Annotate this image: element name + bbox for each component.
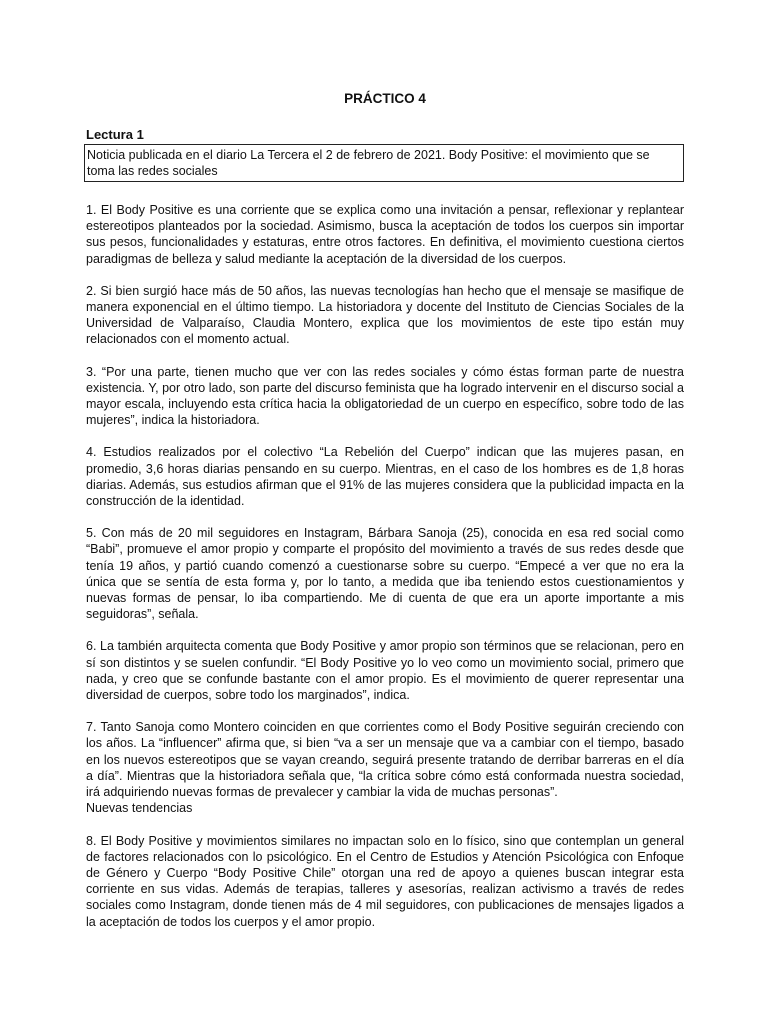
paragraph-8: 8. El Body Positive y movimientos similares no impactan solo en lo físico, sino que contemplan un general de factores relacionados con lo psicológico. En el Centro de Estudios y Atención Psicológica con Enfoque de Género y Cuerpo “Body Positive Chile” otorgan una red de apoyo a quienes buscan integrar esta corriente en sus vidas. Además de terapias, talleres y asesorías, realizan activismo a través de redes sociales como Instagram, donde tienen más de 4 mil seguidores, con publicaciones de mensajes ligados a la aceptación de todos los cuerpos y el amor propio. bbox=[86, 833, 684, 929]
source-note-box: Noticia publicada en el diario La Tercera el 2 de febrero de 2021. Body Positive: el movimiento que se toma las redes sociales bbox=[84, 144, 684, 182]
paragraph-1: 1. El Body Positive es una corriente que se explica como una invitación a pensar, reflexionar y replantear estereotipos planteados por la sociedad. Asimismo, busca la aceptación de todos los cuerpos sin importar sus pesos, funcionalidades y estaturas, entre otros factores. En definitiva, el movimiento cuestiona ciertos paradigmas de belleza y salud mediante la aceptación de la diversidad de los cuerpos. bbox=[86, 203, 684, 266]
paragraph-7: 7. Tanto Sanoja como Montero coinciden en que corrientes como el Body Positive seguirán creciendo con los años. La “influencer” afirma que, si bien “va a ser un mensaje que va a cambiar con el tiempo, basado en los nuevos estereotipos que se vayan creando, seguirá presente tratando de derribar barreras en el día a día”. Mientras que la historiadora señala que, “la crítica sobre cómo está conformada nuestra sociedad, irá adquiriendo nuevas formas de prevalecer y cambiar la vida de muchas personas”. bbox=[86, 720, 684, 800]
paragraph-3: 3. “Por una parte, tienen mucho que ver con las redes sociales y cómo éstas forman parte de nuestra existencia. Y, por otro lado, son parte del discurso feminista que ha logrado intervenir en el discurso social a mayor escala, incluyendo esta crítica hacia la obligatoriedad de un cuerpo en específico, sobre todo de las mujeres”, indica la historiadora. bbox=[86, 364, 684, 428]
section-subheading: Nuevas tendencias bbox=[86, 801, 193, 816]
reading-label: Lectura 1 bbox=[86, 127, 144, 142]
document-page bbox=[86, 91, 684, 946]
paragraph-2: 2. Si bien surgió hace más de 50 años, las nuevas tecnologías han hecho que el mensaje se masifique de manera exponencial en el último tiempo. La historiadora y docente del Instituto de Ciencias Sociales de la Universidad de Valparaíso, Claudia Montero, explica que los movimientos de este tipo están muy relacionados con el momento actual. bbox=[86, 283, 684, 347]
paragraph-6: 6. La también arquitecta comenta que Body Positive y amor propio son términos que se relacionan, pero en sí son distintos y se suelen confundir. “El Body Positive yo lo veo como un movimiento social, primero que nada, y creo que se confunde bastante con el amor propio. Es el movimiento de querer representar una diversidad de cuerpos, sobre todo los marginados”, indica. bbox=[86, 639, 684, 703]
document-title: PRÁCTICO 4 bbox=[344, 91, 426, 106]
paragraph-5: 5. Con más de 20 mil seguidores en Instagram, Bárbara Sanoja (25), conocida en esa red social como “Babi”, promueve el amor propio y comparte el propósito del movimiento a través de sus redes desde que tenía 19 años, y partió cuando comenzó a cuestionarse sobre su cuerpo. “Empecé a ver que no era la única que se sentía de esta forma y, por lo tanto, a medida que iba teniendo estos cuestionamientos y nuevas formas de pensar, lo iba compartiendo. Me di cuenta de que era un aporte importante a mis seguidoras”, señala. bbox=[86, 526, 684, 622]
paragraph-4: 4. Estudios realizados por el colectivo “La Rebelión del Cuerpo” indican que las mujeres pasan, en promedio, 3,6 horas diarias pensando en su cuerpo. Mientras, en el caso de los hombres es de 1,8 horas diarias. Además, sus estudios afirman que el 91% de las mujeres considera que la publicidad impacta en la construcción de la identidad. bbox=[86, 445, 684, 509]
